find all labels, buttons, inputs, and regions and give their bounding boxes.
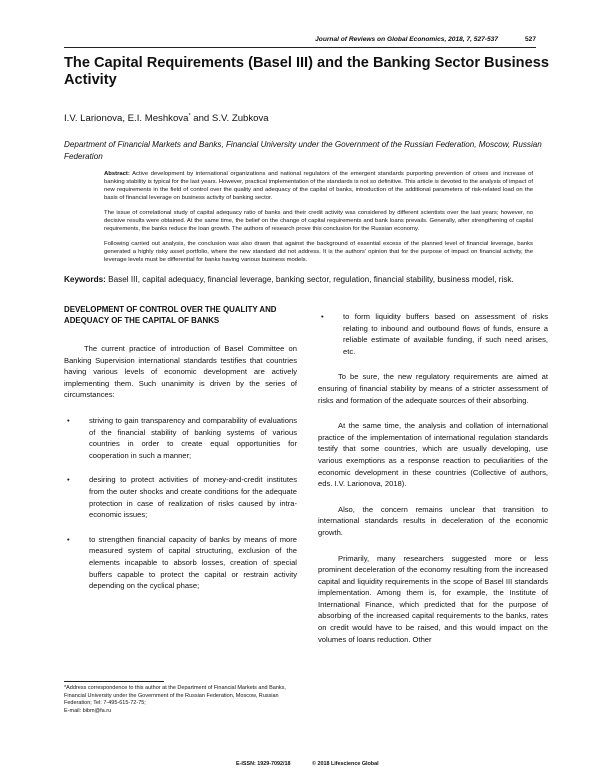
right-column: [318, 311, 548, 659]
author-list: [64, 113, 269, 124]
abstract-label: Abstract:: [104, 171, 130, 177]
footnote-text: *Address correspondence to this author at the Department of Financial Markets and Banks, Financial University under the Government of the Russian Federation, Moscow, Russian Federation; Tel: 7-495-615-72-75;: [64, 685, 286, 707]
abstract-text-1: Active development by international organizations and national regulators of the emergent standards purporting prevention of crises and increase of banking stability is typical for the last years. However, practical implementation of the standards is not so definitive. This article is devoted to the analysis of impact of new requirements in the field of control over the quality and adequacy of the capital of banks, introduction of the additional parameters of risk-related load on the basis of financial leverage on business activity of banking sector.: [104, 171, 533, 201]
intro-paragraph: The current practice of introduction of Basel Committee on Banking Supervision international standards testifies that countries having various levels of economic development are actively implementing them. Such unanimity is driven by the series of circumstances:: [64, 344, 297, 400]
abstract-paragraph-2: The issue of correlational study of capital adequacy ratio of banks and their credit activity was considered by different scientists over the last years; however, no decisive results were obtained. At the same time, the belief on the change of capital requirements and bank loans prevails. Generally, after strengthening of capital requirements, the banks reduce the loan growth. The authors of research prove this conclusion for the Russian economy.: [104, 209, 533, 232]
bullet-list: [64, 415, 297, 592]
authors-rest: and S.V. Zubkova: [190, 113, 269, 125]
affiliation: Department of Financial Markets and Banks, Financial University under the Government of the Russian Federation, Moscow, Russian Federation: [64, 140, 542, 161]
left-column: [64, 305, 297, 605]
authors-first: I.V. Larionova, E.I. Meshkova: [64, 113, 189, 125]
footnote-email: E-mail: bibm@fa.ru: [64, 707, 112, 714]
footnote: [64, 685, 297, 715]
corresponding-author-mark: *: [188, 113, 191, 119]
list-item-text: desiring to protect activities of money-and-credit institutes from the outer shocks and create conditions for the adequate protection in case of realization of risks caused by intra-economic issues;: [89, 475, 297, 520]
footer-issn: E-ISSN: 1929-7092/18: [236, 761, 291, 767]
body-paragraph: At the same time, the analysis and collation of international practice of the implementation of international regulation standards testify that some countries, which are usually developing, use various exemptions as a response reaction to peculiarities of the economic development in these countries (Collective of authors, eds. I.V. Larionova, 2018).: [318, 421, 548, 489]
list-item: [64, 415, 297, 461]
bullet-icon: •: [67, 415, 70, 425]
footnote-rule: [64, 681, 164, 682]
journal-citation: Journal of Reviews on Global Economics, 2018, 7, 527-537: [315, 36, 498, 43]
list-item-text: striving to gain transparency and comparability of evaluations of the financial stability of banking systems of various countries in order to create equal opportunities for cooperation in such a manner;: [89, 415, 297, 460]
bullet-list-continued: [318, 311, 548, 357]
bullet-icon: •: [321, 312, 324, 321]
body-paragraph: Primarily, many researchers suggested more or less prominent deceleration of the economy resulting from the increased capital and liquidity requirements in the scope of Basel III standards implementation. Among them is, for example, the Institute of International Finance, which predicted that for the purpose of absorbing of the increased capital requirements to the banks, rates on credit would have to be raised, and this would impact on the volumes of loans reduction. Other: [318, 553, 548, 644]
bullet-icon: •: [67, 534, 70, 544]
page-number: 527: [524, 36, 536, 43]
list-item-text: to form liquidity buffers based on assessment of risks relating to inbound and outbound flows of funds, ensure a reliable estimate of available funding, if such need arises, etc.: [343, 312, 548, 356]
body-paragraph: To be sure, the new regulatory requirements are aimed at ensuring of financial stability by means of a stricter assessment of risks and formation of the adequate sources of their absorbing.: [318, 372, 548, 405]
list-item: [318, 311, 548, 357]
list-item: [64, 474, 297, 520]
article-title: The Capital Requirements (Basel III) and the Banking Sector Business Activity: [64, 55, 549, 88]
abstract: [104, 171, 533, 272]
section-heading: DEVELOPMENT OF CONTROL OVER THE QUALITY AND ADEQUACY OF THE CAPITAL OF BANKS: [64, 305, 277, 325]
bullet-icon: •: [67, 475, 70, 485]
list-item-text: to strengthen financial capacity of banks by means of more measured system of capital structuring, exclusion of the elements incapable to absorb losses, creation of special buffers capable to protect the capital or restrain activity depending on the cyclical phase;: [89, 534, 297, 591]
abstract-paragraph-3: Following carried out analysis, the conclusion was also drawn that against the background of essential excess of the planned level of financial leverage, banks generated a highly risky asset portfolio, where the new standard did not address. It is the authors' opinion that for the purpose of impact on financial activity, the leverage levels must be differential for banks having various business models.: [104, 240, 533, 263]
keywords-text: Basel III, capital adequacy, financial leverage, banking sector, regulation, financial stability, business model, risk.: [105, 275, 514, 284]
body-paragraph: Also, the concern remains unclear that transition to international standards results in deceleration of the economic growth.: [318, 504, 548, 537]
keywords: [64, 274, 540, 286]
footer-copyright: © 2018 Lifescience Global: [312, 761, 379, 767]
abstract-paragraph-1: [104, 171, 533, 203]
list-item: [64, 534, 297, 592]
keywords-label: Keywords:: [64, 275, 106, 284]
header-rule: [64, 47, 536, 48]
